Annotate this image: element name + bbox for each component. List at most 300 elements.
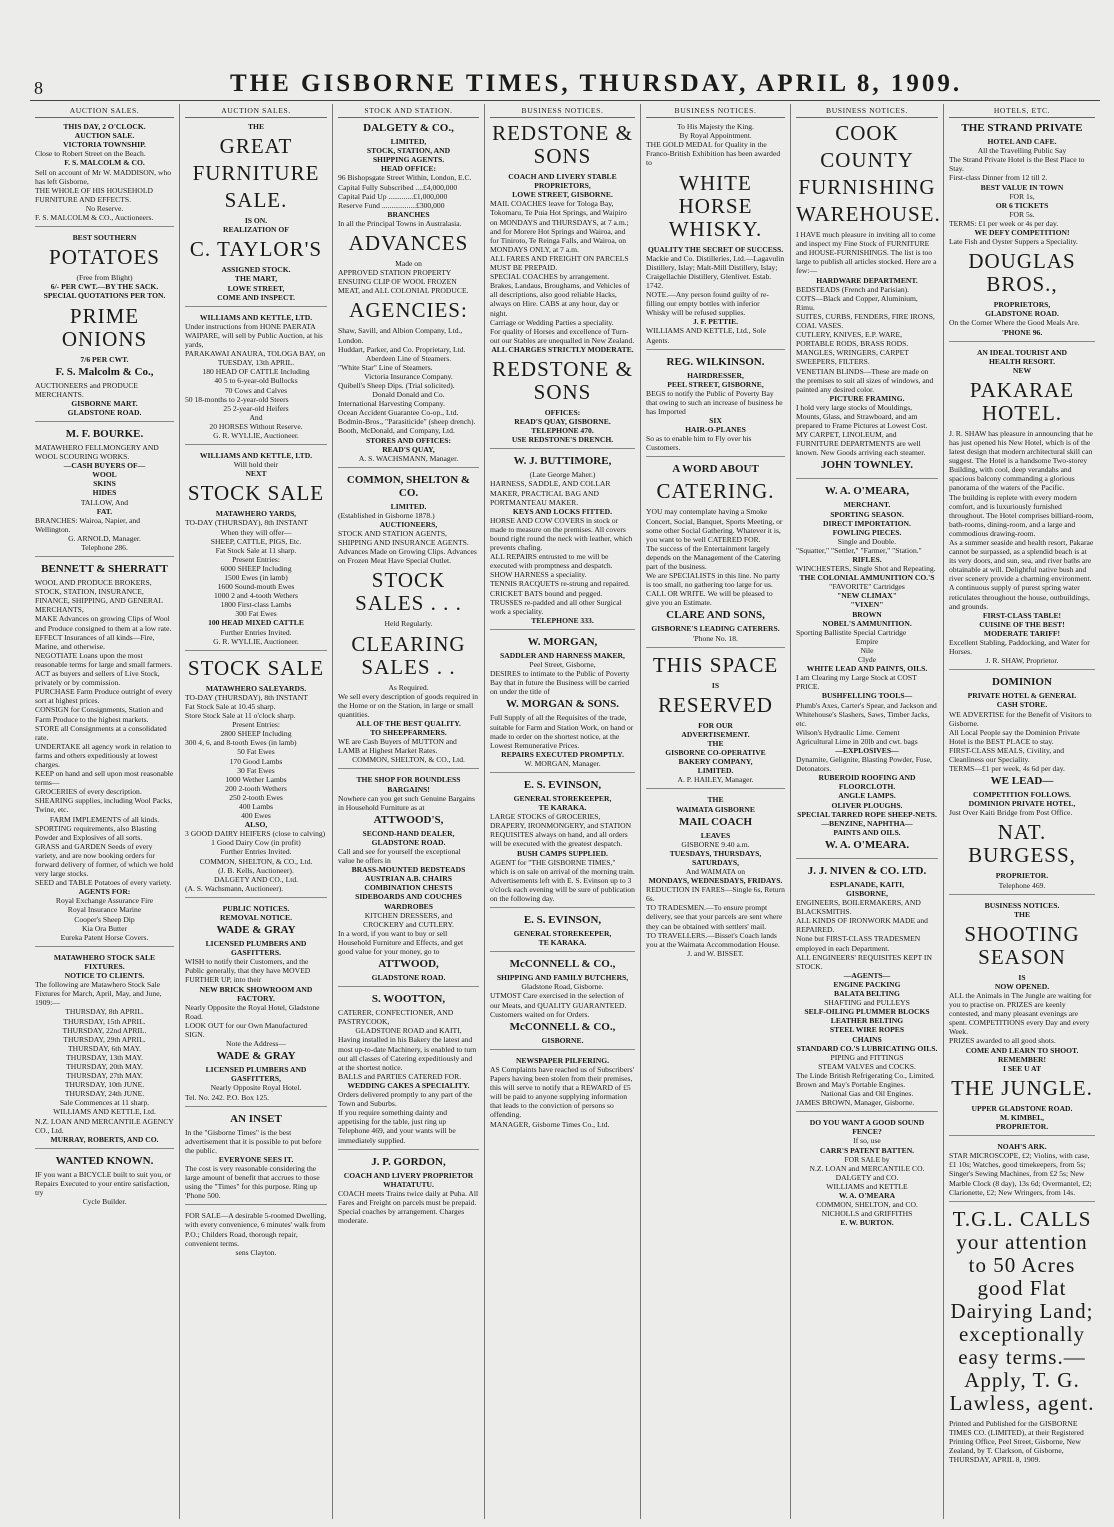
ad-text: A WORD ABOUT xyxy=(672,463,759,476)
ad-text: LOOK OUT for our Own Manufactured SIGN. xyxy=(185,1020,308,1040)
ad-text: Capital Paid Up .............£1,000,000 xyxy=(338,191,448,201)
ad-text: THE xyxy=(707,738,724,748)
ad-text: GRASS and GARDEN Seeds of every variety, and are now booking orders for forward delivery of former, of which we hold very large stocks. xyxy=(35,841,174,879)
ad-text: TO TRAVELLERS.—Bisset's Coach lands you at the Waimata Accommodation House. xyxy=(646,930,780,949)
ad-text: ATTWOOD'S, xyxy=(373,813,444,826)
ad-text: KEYS AND LOCKS FITTED. xyxy=(512,506,613,516)
ad-text: YOU may contemplate having a Smoke Concert, Social, Banquet, Sports Meeting, or some other Social Gathering. Whatever it is, you want to be well CATERED FOR. xyxy=(646,507,783,544)
ad-text: A. P. HAILEY, Manager. xyxy=(677,775,754,785)
ad-text: COMMON, SHELTON, & CO., Ltd. xyxy=(352,755,465,765)
ad-text: STORES AND OFFICES: xyxy=(365,435,452,445)
ad-text: MANGLES, WRINGERS, CARPET SWEEPERS, FILTERS. xyxy=(796,348,909,367)
advertisement xyxy=(949,901,1095,1137)
column-header: AUCTION SALES. xyxy=(35,106,174,118)
advertisement xyxy=(35,122,174,227)
ad-text: TUESDAYS, THURSDAYS, SATURDAYS, xyxy=(669,848,762,867)
ad-text: WAREHOUSE. xyxy=(796,202,941,227)
ad-text: HARNESS, SADDLE, AND COLLAR MAKER, PRACTICAL BAG AND PORTMANTEAU MAKER. xyxy=(490,479,611,507)
ad-text: REMEMBER! xyxy=(997,1054,1047,1064)
ad-text: Sale Commences at 11 sharp. xyxy=(59,1098,150,1108)
ad-text: J. J. NIVEN & CO. LTD. xyxy=(807,864,927,877)
advertisement xyxy=(185,313,327,445)
ad-text: Plumb's Axes, Carter's Spear, and Jackson and Whitehouse's Slashers, Saws, Timber Jacks, etc. xyxy=(796,700,937,728)
ad-text: NEW xyxy=(1012,365,1032,375)
ad-text: 1800 First-class Lambs xyxy=(220,600,292,610)
advertisement xyxy=(490,636,635,773)
ad-text: PAINTS AND OILS. xyxy=(833,827,901,837)
ad-text: COMMON, SHELTON, and CO. xyxy=(816,1200,918,1210)
ad-text: THIS DAY, 2 O'CLOCK. xyxy=(63,122,146,132)
ad-text: 6000 SHEEP Including xyxy=(220,563,292,573)
ad-text: GENERAL STOREKEEPER, xyxy=(513,793,612,803)
ad-text: S. WOOTTON, xyxy=(371,993,446,1006)
ad-text: IS xyxy=(711,680,720,690)
ad-text: E. W. BURTON. xyxy=(840,1218,894,1228)
ad-text: WILLIAMS AND KETTLE, Ltd. xyxy=(53,1107,156,1117)
ad-text: REDSTONE & SONS xyxy=(492,356,633,404)
ad-text: LOWE STREET, xyxy=(227,283,285,293)
ad-text: Royal Insurance Marine xyxy=(67,905,142,915)
ad-text: 30 Fat Ewes xyxy=(237,765,275,775)
ad-text: DESIRES to intimate to the Public of Poverty Bay that in future the Business will be carried on under the title of xyxy=(490,669,630,697)
ad-text: Made on xyxy=(395,259,422,269)
ad-text: ENGINE PACKING xyxy=(833,979,901,989)
ad-text: WHATATUTU. xyxy=(383,1179,434,1189)
ad-text: Fat Stock Sale at 11 sharp. xyxy=(215,545,297,555)
advertisement xyxy=(796,1118,938,1231)
ad-text: NOBEL'S AMMUNITION. xyxy=(822,618,912,628)
ad-text: CUTLERY, KNIVES, E.P. WARE, PORTABLE RODS, BRASS RODS. xyxy=(796,330,909,349)
advertisement xyxy=(949,1208,1095,1468)
ad-text: 'PHONE 96. xyxy=(1001,327,1043,337)
ad-text: Bodmin-Bros., "Parasiticide" (sheep drench). xyxy=(338,417,476,427)
ad-text: National Gas and Oil Engines. xyxy=(820,1089,914,1099)
ad-text: MONDAYS, WEDNESDAYS, FRIDAYS. xyxy=(648,876,783,886)
ad-text: RESERVED xyxy=(658,692,773,717)
ad-text: BEDSTEADS (French and Parisian). xyxy=(796,284,910,294)
ad-text: Further Entries Invited. xyxy=(220,847,292,857)
advertisement xyxy=(35,953,174,1149)
ad-text: VICTORIA TOWNSHIP. xyxy=(63,140,146,150)
advertisement xyxy=(646,122,785,350)
ad-text: EVERYONE SEES IT. xyxy=(218,1154,294,1164)
ad-text: Mackie and Co. Distilleries, Ltd.—Lagavulin Distillery, Islay; Malt-Mill Distillery, Islay; Craigellachie Distillery, Glenlivet. Estab. 1742. xyxy=(646,253,785,290)
ad-text: NOTE.—Any person found guilty of re-filling our empty bottles with inferior Whisky will be refused supplies. xyxy=(646,290,769,318)
advertisement xyxy=(490,779,635,908)
ad-text: THURSDAY, 8th APRIL. xyxy=(65,1007,144,1017)
ad-text: MAIL COACHES leave for Tologa Bay, Tokomaru, Te Puia Hot Springs, and Waipiro on MONDAYS and THURSDAYS, at 7 a.m.; and for Morere Hot Springs and Wairoa, and for Tiniroto, Te Reinga Falls, and Wairoa, on MONDAYS ONLY, at 7 a.m. xyxy=(490,199,629,254)
ad-text: The success of the Entertainment largely depends on the Management of the Catering part of the business. xyxy=(646,543,781,571)
ad-text: DALGETY & CO., xyxy=(363,122,454,135)
ad-text: —CASH BUYERS OF— xyxy=(63,461,146,471)
ad-text: "FAVORITE" Cartridges xyxy=(829,582,905,592)
advertisement xyxy=(490,1056,635,1133)
ad-text: PRIME ONIONS xyxy=(61,303,148,351)
ad-text: T.G.L. CALLS your attention to 50 Acres good Flat Dairying Land; exceptionally easy terms.—Apply, T. G. Lawless, agent. xyxy=(949,1206,1095,1415)
ad-text: SPECIAL TARRED ROPE SHEEP-NETS. xyxy=(797,809,937,819)
ad-text: We sell every description of goods required in the Home or on the Station, in large or small quantities. xyxy=(338,691,479,719)
ad-text: ESPLANADE, KAITI, xyxy=(829,879,905,889)
ad-text: HAIRDRESSER, xyxy=(687,370,744,380)
ad-text: HEALTH RESORT. xyxy=(989,356,1055,366)
ad-text: CATERING. xyxy=(656,479,775,504)
ad-text: ALL ENGINEERS' REQUISITES KEPT IN STOCK. xyxy=(796,952,932,971)
ad-text: TELEPHONE 470. xyxy=(531,426,594,436)
ad-text: Nearly Opposite Royal Hotel. xyxy=(210,1083,302,1093)
ad-text: 'Phone No. 18. xyxy=(693,633,738,643)
advertisement xyxy=(796,121,941,479)
ad-text: The Strand Private Hotel is the Best Place to Stay. xyxy=(949,155,1085,174)
ad-text: 170 Good Lambs xyxy=(229,756,283,766)
ad-text: CATERER, CONFECTIONER, AND PASTRYCOOK, xyxy=(338,1008,454,1027)
ad-text: THURSDAY, 24th JUNE. xyxy=(64,1089,145,1099)
ad-text: TE KARAKA. xyxy=(538,938,587,948)
ad-text: 1 Good Dairy Cow (in profit) xyxy=(211,838,301,848)
ad-text: Carriage or Wedding Parties a speciality. xyxy=(490,317,614,327)
ad-text: THURSDAY, 6th MAY. xyxy=(67,1043,141,1053)
ad-text: AUCTIONEERS and PRODUCE MERCHANTS. xyxy=(35,380,138,399)
ad-text: —EXPLOSIVES— xyxy=(835,745,899,755)
ad-text: EFFECT Insurances of all kinds—Fire, Marine, and otherwise. xyxy=(35,632,155,651)
ad-text: MURRAY, ROBERTS, AND CO. xyxy=(50,1134,159,1144)
ad-text: Victoria Insurance Company. xyxy=(364,371,453,381)
advertisement xyxy=(35,428,174,557)
ad-text: 300 4, 6, and 8-tooth Ewes (in lamb) xyxy=(185,738,297,748)
ad-text: I am Clearing my Large Stock at COST PRICE. xyxy=(796,673,917,692)
ad-text: DALGETY and CO. xyxy=(835,1172,899,1182)
ad-text: BEST SOUTHERN xyxy=(72,233,137,243)
ad-text: W. MORGAN, Manager. xyxy=(524,758,601,768)
column-4 xyxy=(485,104,641,1519)
ad-text: WE DEFY COMPETITION! xyxy=(974,228,1070,238)
ad-text: STOCK, STATION, AND xyxy=(366,146,451,156)
ad-text: WANTED KNOWN. xyxy=(55,1154,154,1167)
ad-text: WE LEAD— xyxy=(990,775,1054,788)
advertisement xyxy=(185,451,327,651)
ad-text: When they will offer— xyxy=(220,527,292,537)
advertisement xyxy=(185,904,327,1107)
ad-text: NOW OPENED. xyxy=(994,981,1050,991)
column-header: BUSINESS NOTICES. xyxy=(646,106,785,118)
ad-text: THE xyxy=(707,795,724,805)
ad-text: SHIPPING AGENTS. xyxy=(372,155,445,165)
ad-text: COOK xyxy=(835,121,899,146)
ad-text: MODERATE TARIFF! xyxy=(983,628,1061,638)
ad-text: 400 Lambs xyxy=(239,801,273,811)
ad-text: Full Supply of all the Requisites of the trade, suitable for Farm and Station Work, on hand or made to order on the shortest notice, at the Lowest Remunerative Prices. xyxy=(490,713,634,750)
ad-text: ACT as buyers and sellers of Live Stock, privately or by commission. xyxy=(35,669,160,688)
ad-text: REDUCTION IN FARES—Single 6s, Return 6s. xyxy=(646,885,785,904)
ad-text: BROWN xyxy=(852,609,882,619)
advertisement xyxy=(35,1155,174,1210)
ad-text: WADE & GRAY xyxy=(216,1050,296,1063)
ad-text: W. A. O'MEARA, xyxy=(824,485,910,498)
ad-text: LEATHER BELTING xyxy=(830,1016,904,1026)
ad-text: So as to enable him to Fly over his Customers. xyxy=(646,434,752,453)
ad-text: I HAVE much pleasure in inviting all to come and inspect my Fine Stock of FURNITURE and HOUSE-FURNISHINGS. The list is too large to publish all articles stocked. Here are a few:— xyxy=(796,230,937,276)
ad-text: STAR MICROSCOPE, £2; Violins, with case, £1 10s; Watches, good timekeepers, from 5s; Singer's Sewing Machines, from £2 5s; New Marble Clock (8 day), 13s 6d; Overmantel, £2; Clarionette, £2; New Wringers, from 14s. xyxy=(949,1151,1092,1197)
ad-text: Tel. No. 242. P.O. Box 125. xyxy=(185,1092,270,1102)
ad-text: TO SHEEPFARMERS. xyxy=(370,728,447,738)
advertisement xyxy=(185,657,327,898)
ad-text: GISBORNE CO-OPERATIVE xyxy=(665,748,766,758)
ad-text: 1000 Wether Lambs xyxy=(225,774,287,784)
ad-text: ALL KINDS OF IRONWORK MADE and REPAIRED. xyxy=(796,916,928,935)
ad-text: NAT. BURGESS, xyxy=(968,820,1076,868)
ad-text: REMOVAL NOTICE. xyxy=(219,913,292,922)
ad-text: VENETIAN BLINDS—These are made on the premises to suit all sizes of windows, and painted any desired color. xyxy=(796,366,934,394)
ad-text: Gladstone Road, Gisborne. xyxy=(521,982,604,992)
ad-text: REALIZATION OF xyxy=(223,225,289,235)
advertisement xyxy=(490,122,635,449)
ad-text: Wilson's Hydraulic Lime. Cement Agricultural Lime in 20lb and cwt. bags xyxy=(796,727,918,746)
ad-text: 6/- PER CWT.—BY THE SACK. xyxy=(50,282,159,292)
ad-text: As a summer seaside and health resort, Pakarae cannot be surpassed, as a splendid beach is at its very doors, and sun, sea, and river baths are obtainable at will. Delightful native bush and river scenery provide a charming environment. xyxy=(949,538,1094,584)
ad-text: Aberdeen Line of Steamers. xyxy=(365,353,452,363)
ad-text: Call and see for yourself the exceptional value he offers in xyxy=(338,846,461,866)
ad-text: ALL REPAIRS entrusted to me will be executed with promptness and despatch. SHOW HARNESS a speciality. xyxy=(490,552,613,580)
advertisement xyxy=(185,1113,327,1206)
ad-text: SHIPPING AND FAMILY BUTCHERS, xyxy=(496,973,629,983)
ad-text: TRUSSES re-padded and all other Surgical work a speciality. xyxy=(490,597,622,616)
ad-text: Shaw, Savill, and Albion Company, Ltd., London. xyxy=(338,326,463,345)
ad-text: ADVERTISEMENT. xyxy=(681,729,750,739)
ad-text: I SEE U AT xyxy=(1002,1063,1042,1073)
ad-text: Telephone 286. xyxy=(81,543,128,552)
ad-text: DOUGLAS BROS., xyxy=(968,249,1076,297)
ad-text: SPORTING requirements, also Blasting Powder and Explosives of all sorts. xyxy=(35,823,157,842)
ad-text: Having installed in his Bakery the latest and most up-to-date Machinery, is enabled to turn out all classes of Catering expeditiously and at the shortest notice. xyxy=(338,1035,477,1072)
ad-text: IS xyxy=(1018,972,1026,982)
ad-text: JAMES BROWN, Manager, Gisborne. xyxy=(796,1098,915,1108)
ad-text: CLEARING SALES . . xyxy=(351,631,466,679)
ad-text: 50 18-months to 2-year-old Steers xyxy=(185,394,289,404)
ad-text: NOAH'S ARK. xyxy=(997,1142,1047,1152)
ad-text: ALL CHARGES STRICTLY MODERATE. xyxy=(491,344,634,354)
ad-text: In all the Principal Towns in Australasia. xyxy=(338,218,462,228)
ad-text: Single and Double. xyxy=(837,536,897,546)
ad-text: SEED and TABLE Potatoes of every variety. xyxy=(35,878,172,888)
ad-text: MANAGER, Gisborne Times Co., Ltd. xyxy=(490,1119,610,1129)
ad-text: COUNTY xyxy=(820,148,914,173)
ad-text: SADDLER AND HARNESS MAKER, xyxy=(500,650,625,660)
ad-text: FURNITURE xyxy=(192,161,320,186)
advertisement xyxy=(949,676,1095,894)
ad-text: FOR SALE by xyxy=(844,1154,890,1164)
ad-text: ATTWOOD, xyxy=(378,958,439,971)
ad-text: Present Entries: xyxy=(232,554,280,564)
ad-text: NEW BRICK SHOWROOM AND FACTORY. xyxy=(199,984,313,1003)
ad-text: G. R. WYLLIE, Auctioneer. xyxy=(213,430,299,440)
ad-text: TO TRADESMEN.—To ensure prompt delivery, see that your parcels are sent where they can be obtained with settlers' mail. xyxy=(646,903,783,931)
ad-text: WILLIAMS AND KETTLE, Ltd., Sole Agents. xyxy=(646,326,767,345)
ad-text: ALSO, xyxy=(244,820,268,830)
advertisement xyxy=(646,463,785,647)
ad-text: PROPRIETOR. xyxy=(995,1122,1049,1132)
ad-text: Printed and Published for the GISBORNE TIMES CO. (LIMITED), at their Registered Printing Office, Peel Street, Gisborne, New Zealand, by T. Clarkson, of Gisborne, THURSDAY, APRIL 8, 1909. xyxy=(949,1418,1084,1465)
ad-text: Note the Address— xyxy=(226,1039,286,1049)
ad-text: THURSDAY, 29th APRIL. xyxy=(63,1034,146,1044)
ad-text: Just Over Kaiti Bridge from Post Office. xyxy=(949,808,1073,818)
ad-text: McCONNELL & CO., xyxy=(509,1020,616,1033)
ad-text: Dynamite, Gelignite, Blasting Powder, Fuse, Detonators. xyxy=(796,755,932,774)
ad-text: WINCHESTERS, Single Shot and Repeating. xyxy=(796,564,936,574)
advertisement xyxy=(490,914,635,952)
ad-text: THURSDAY, 13th MAY. xyxy=(66,1052,143,1062)
ad-text: ALL the Animals in The Jungle are waiting for you to practise on. PRIZES are keenly contested, and many pleasant evenings are spent. COMPETITIONS every Day and every Week. xyxy=(949,991,1092,1037)
ad-text: AUCTION SALE. xyxy=(74,131,135,141)
ad-text: SALE. xyxy=(224,188,288,213)
ad-text: THE xyxy=(247,122,265,132)
ad-text: As Required. xyxy=(388,682,429,692)
ad-text: WISH to notify their Customers, and the Public generally, that they have MOVED FURTHER UP, into their xyxy=(185,957,311,985)
column-5 xyxy=(641,104,791,1519)
ad-text: THE WHOLE OF HIS HOUSEHOLD FURNITURE AND EFFECTS. xyxy=(35,185,153,204)
ad-text: If so, use xyxy=(853,1136,881,1146)
ad-text: AGENCIES: xyxy=(349,298,468,323)
ad-text: COMBINATION CHESTS xyxy=(364,883,453,893)
ad-text: Orders delivered promptly to any part of the Town and Suburbs. xyxy=(338,1090,473,1109)
ad-text: PRIZES awarded to all good shots. xyxy=(949,1036,1056,1046)
ad-text: FAT. xyxy=(96,506,113,516)
advertisement xyxy=(490,958,635,1050)
ad-text: Sell on account of Mr W. MADDISON, who has left Gisborne, xyxy=(35,167,172,186)
ad-text: PRIVATE HOTEL & GENERAL xyxy=(967,691,1077,701)
ad-text: W. A. O'MEARA xyxy=(838,1191,896,1200)
ad-text: Donald Donald and Co. xyxy=(372,390,445,400)
ad-text: OFFICES: xyxy=(544,407,581,417)
ad-text: COMMON, SHELTON & CO. xyxy=(346,473,471,499)
ad-text: COACH AND LIVERY PROPRIETOR xyxy=(343,1170,474,1180)
column-3 xyxy=(333,104,485,1519)
ad-text: 96 Bishopsgate Street Within, London, E.C. xyxy=(338,173,472,183)
ad-text: The building is replete with every modern comfort, and is luxuriously furnished throughout. The Hotel comprises billiard-room, bath-rooms, dining-room, and a large and commodious drawing-room. xyxy=(949,492,1094,538)
ad-text: If you require something dainty and appetising for the table, just ring up Telephone 469, and your wants will be immediately supplied. xyxy=(338,1108,456,1145)
ad-text: SKINS xyxy=(93,479,116,489)
ad-text: DOMINION PRIVATE HOTEL, xyxy=(968,799,1076,809)
ad-text: Advances Made on Growing Clips. Advances on Frozen Meat Have Special Outlet. xyxy=(338,547,477,566)
ad-text: J. P. GORDON, xyxy=(371,1155,446,1168)
ad-text: F. S. Malcolm & Co., xyxy=(55,365,154,378)
ad-text: TELEPHONE 333. xyxy=(531,615,594,625)
ad-text: W. A. O'MEARA. xyxy=(824,838,910,851)
ad-text: (Late George Maher.) xyxy=(529,470,596,480)
ad-text: FURNISHING xyxy=(798,175,936,200)
ad-text: Brown and May's Portable Engines. xyxy=(796,1079,906,1089)
ad-text: CALL OR WRITE. We will be pleased to give you an Estimate. xyxy=(646,589,773,608)
ad-text: TUESDAY, 13th APRIL. xyxy=(217,358,295,368)
ad-text: NEXT xyxy=(245,469,267,479)
ad-text: I hold very large stocks of Mouldings, Mounts, Glass, and Strawboard, and am prepared to Frame Pictures at Lowest Cost. xyxy=(796,402,928,431)
ad-text: Peel Street, Gisborne, xyxy=(529,660,596,670)
ad-text: WILLIAMS AND KETTLE, LTD. xyxy=(199,451,313,461)
ad-text: 70 Cows and Calves xyxy=(224,385,288,395)
ad-text: LEAVES xyxy=(700,830,731,840)
ad-text: 180 HEAD OF CATTLE Including xyxy=(202,367,310,377)
ad-text: QUALITY THE SECRET OF SUCCESS. xyxy=(647,244,784,254)
ad-text: IS ON. xyxy=(244,216,268,226)
ad-text: LOWE STREET, GISBORNE. xyxy=(512,190,613,200)
ad-text: NICHOLLS and GRIFFITHS xyxy=(821,1209,913,1219)
ad-text: TE KARAKA. xyxy=(538,803,587,813)
ad-text: APPROVED STATION PROPERTY ENSUING CLIP OF WOOL FROZEN MEAT, and ALL COLONIAL PRODUCE. xyxy=(338,268,469,296)
ad-text: CONSIGN for Consignments, Station and Farm Produce to the highest markets. xyxy=(35,705,164,724)
ad-text: READ'S QUAY, xyxy=(382,444,435,454)
ad-text: CROCKERY and CUTLERY. xyxy=(363,919,454,929)
ad-text: WARDROBES xyxy=(384,901,433,911)
ad-text: E. S. EVINSON, xyxy=(523,914,602,927)
ad-text: Booth, McDonald, and Company, Ltd. xyxy=(338,426,455,436)
ad-text: REG. WILKINSON. xyxy=(666,355,765,368)
ad-text: ASSIGNED STOCK. xyxy=(221,265,291,275)
ad-text: N.Z. LOAN and MERCANTILE CO. xyxy=(809,1163,925,1173)
ad-text: E. S. EVINSON, xyxy=(523,778,602,791)
ad-text: WE are Cash Buyers of MUTTON and LAMB at Highest Market Rates. xyxy=(338,737,457,756)
ad-text: TERMS—£1 per week, 4s 6d per day. xyxy=(949,764,1065,774)
ad-text: None but FIRST-CLASS TRADESMEN employed in each Department. xyxy=(796,934,921,953)
ad-text: MERCHANT. xyxy=(843,500,891,510)
ad-text: FOWLING PIECES. xyxy=(832,527,902,537)
ad-text: Quibell's Sheep Dips. (Trial solicited). xyxy=(338,380,455,390)
ad-text: COME AND LEARN TO SHOOT. xyxy=(965,1045,1079,1055)
ad-text: LIMITED. xyxy=(697,766,734,776)
ad-text: CUISINE OF THE BEST! xyxy=(979,619,1065,629)
ad-text: CLARE AND SONS, xyxy=(666,609,765,622)
advertisement xyxy=(338,993,479,1149)
ad-text: WOOL AND PRODUCE BROKERS, STOCK, STATION, INSURANCE, FINANCE, SHIPPING, AND GENERAL MERCHANTS, xyxy=(35,578,163,615)
ad-text: WILLIAMS and KETTLE xyxy=(826,1181,908,1191)
ad-text: LIMITED, xyxy=(390,137,427,147)
ad-text: BUSH CAMPS SUPPLIED. xyxy=(517,848,608,858)
ad-text: TENNIS RACQUETS re-strung and repaired. xyxy=(490,579,630,589)
ad-text: PAKARAE HOTEL. xyxy=(969,377,1075,425)
ad-text: Close to Robert Street on the Beach. xyxy=(35,149,146,159)
advertisement xyxy=(338,122,479,468)
ad-text: "White Star" Line of Steamers. xyxy=(338,362,433,372)
ad-text: Telephone 469. xyxy=(998,880,1046,890)
ad-text: THE COLONIAL AMMUNITION CO.'S xyxy=(799,573,935,583)
ad-text: Clyde xyxy=(857,655,877,665)
column-header: AUCTION SALES. xyxy=(185,106,327,118)
ad-text: 300 Fat Ewes xyxy=(235,609,277,619)
ad-text: GREAT xyxy=(219,134,293,159)
ad-text: PROPRIETORS, xyxy=(534,181,591,191)
ad-text: Royal Exchange Assurance Fire xyxy=(55,896,154,906)
ad-text: 250 2-tooth Ewes xyxy=(229,792,283,802)
ad-text: HIDES xyxy=(92,488,117,498)
ad-text: Eureka Patent Horse Covers. xyxy=(60,932,149,942)
ad-text: SIDEBOARDS AND COUCHES xyxy=(355,892,462,902)
ad-text: AUCTIONEERS, xyxy=(379,520,438,529)
ad-text: WHITE HORSE WHISKY. xyxy=(668,170,763,241)
ad-text: SHEEP, CATTLE, PIGS, Etc. xyxy=(210,536,302,546)
ad-text: COACH meets Trains twice daily at Puha. All Fares and Freight on parcels must be prepaid. Special coaches by arrangement. Charges moderate. xyxy=(338,1188,479,1226)
ad-text: Late Fish and Oyster Suppers a Speciality. xyxy=(949,237,1078,247)
ad-text: (A. S. Wachsmann, Auctioneer). xyxy=(185,883,284,893)
ad-text: SPECIAL COACHES by arrangement. xyxy=(490,272,610,282)
ad-text: W. MORGAN & SONS. xyxy=(506,698,619,711)
ad-text: AGENTS FOR: xyxy=(78,887,131,897)
ad-text: FOR 1s, xyxy=(1009,191,1035,201)
ad-text: For quality of Horses and excellence of Turn-out our Stables are unequalled in New Zealand. xyxy=(490,326,635,345)
ad-text: 7/6 PER CWT. xyxy=(80,354,129,364)
advertisement xyxy=(490,455,635,630)
ad-text: 25 2-year-old Heifers xyxy=(223,403,289,413)
ad-text: SPORTING SEASON. xyxy=(830,509,904,519)
ad-text: Capital Fully Subscribed ....£4,000,000 xyxy=(338,182,458,192)
ad-text: First-class Dinner from 12 till 2. xyxy=(949,173,1048,183)
ad-text: MATAWHERO STOCK SALE FIXTURES. xyxy=(53,952,156,971)
